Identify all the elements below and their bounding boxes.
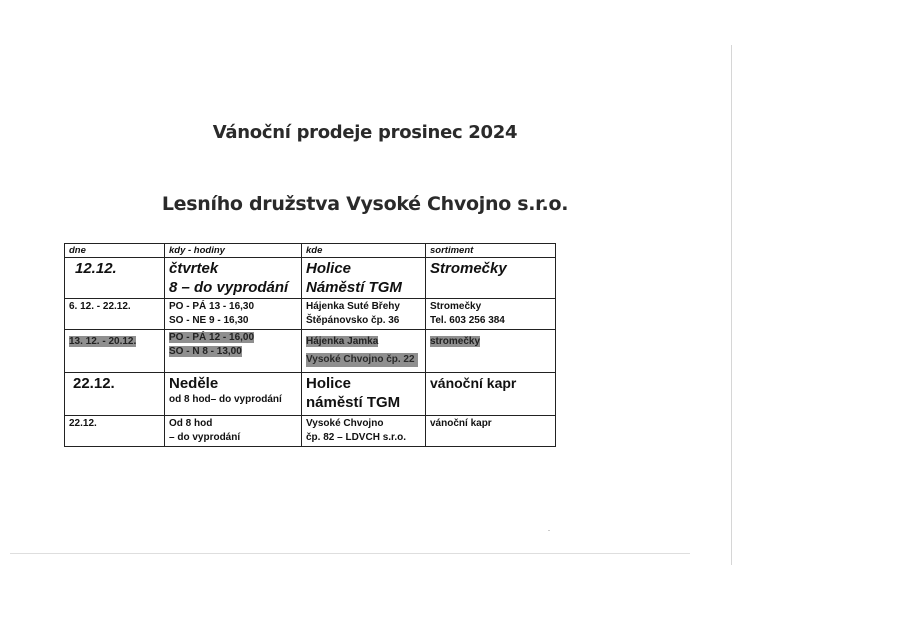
cell-assortment — [426, 330, 556, 373]
place-line-2: náměstí TGM — [306, 394, 401, 411]
assortment-line-1: vánoční kapr — [430, 375, 517, 391]
assortment-line-1: Stromečky — [430, 260, 507, 277]
cell-place — [302, 330, 426, 373]
table-row — [65, 258, 556, 299]
cell-time — [165, 258, 302, 299]
time-line-2: 8 – do vyprodání — [169, 279, 289, 296]
assortment-line-2: Tel. 603 256 384 — [430, 315, 505, 326]
cell-date — [65, 416, 165, 447]
cell-date — [65, 299, 165, 330]
cell-assortment — [426, 416, 556, 447]
assortment-line-1: vánoční kapr — [430, 418, 492, 429]
place-line-1: Holice — [306, 260, 352, 277]
cell-time — [165, 330, 302, 373]
scan-speck — [548, 530, 550, 531]
page-edge-vertical — [731, 45, 732, 565]
date-text: 13. 12. - 20.12. — [69, 336, 137, 347]
place-line-1: Vysoké Chvojno — [306, 418, 384, 429]
table-row — [65, 373, 556, 416]
assortment-line-1: Stromečky — [430, 301, 482, 312]
cell-time — [165, 299, 302, 330]
cell-place — [302, 416, 426, 447]
header-assortment: sortiment — [426, 244, 556, 258]
place-line-2: Štěpánovsko čp. 36 — [306, 315, 400, 326]
table-row — [65, 299, 556, 330]
time-line-2: – do vyprodání — [169, 432, 241, 443]
table-header-row — [65, 244, 556, 258]
cell-time — [165, 416, 302, 447]
page-edge-horizontal — [10, 553, 690, 554]
cell-time — [165, 373, 302, 416]
time-line-1: Neděle — [169, 375, 219, 392]
time-line-2: od 8 hod– do vyprodání — [169, 394, 282, 405]
cell-assortment — [426, 258, 556, 299]
time-line-1: PO - PÁ 13 - 16,30 — [169, 301, 255, 312]
sales-schedule-table — [64, 243, 556, 447]
place-line-2: Náměstí TGM — [306, 279, 402, 296]
place-line-1: Hájenka Suté Břehy — [306, 301, 400, 312]
place-line-1: Hájenka Jamka — [306, 336, 379, 347]
cell-place — [302, 258, 426, 299]
cell-place — [302, 373, 426, 416]
time-line-1: čtvrtek — [169, 260, 219, 277]
cell-date — [65, 258, 165, 299]
date-text: 6. 12. - 22.12. — [69, 301, 131, 312]
cell-place — [302, 299, 426, 330]
date-text: 12.12. — [75, 260, 117, 277]
place-line-2: čp. 82 – LDVCH s.r.o. — [306, 432, 407, 443]
time-line-1: Od 8 hod — [169, 418, 213, 429]
table-row-redacted — [65, 330, 556, 373]
header-place: kde — [302, 244, 426, 258]
header-date: dne — [65, 244, 165, 258]
document-subtitle: Lesního družstva Vysoké Chvojno s.r.o. — [161, 193, 569, 215]
assortment-line-1: stromečky — [430, 336, 481, 347]
date-text: 22.12. — [69, 418, 97, 429]
time-line-2: SO - NE 9 - 16,30 — [169, 315, 249, 326]
header-time: kdy - hodiny — [165, 244, 302, 258]
cell-assortment — [426, 299, 556, 330]
time-line-2: SO - N 8 - 13,00 — [169, 346, 242, 357]
cell-date — [65, 373, 165, 416]
place-line-2: Vysoké Chvojno čp. 22 — [306, 353, 418, 367]
cell-assortment — [426, 373, 556, 416]
table-row — [65, 416, 556, 447]
cell-date — [65, 330, 165, 373]
time-line-1: PO - PÁ 12 - 16,00 — [169, 332, 255, 343]
place-line-1: Holice — [306, 375, 352, 392]
date-text: 22.12. — [73, 375, 115, 392]
document-title: Vánoční prodeje prosinec 2024 — [212, 122, 518, 143]
